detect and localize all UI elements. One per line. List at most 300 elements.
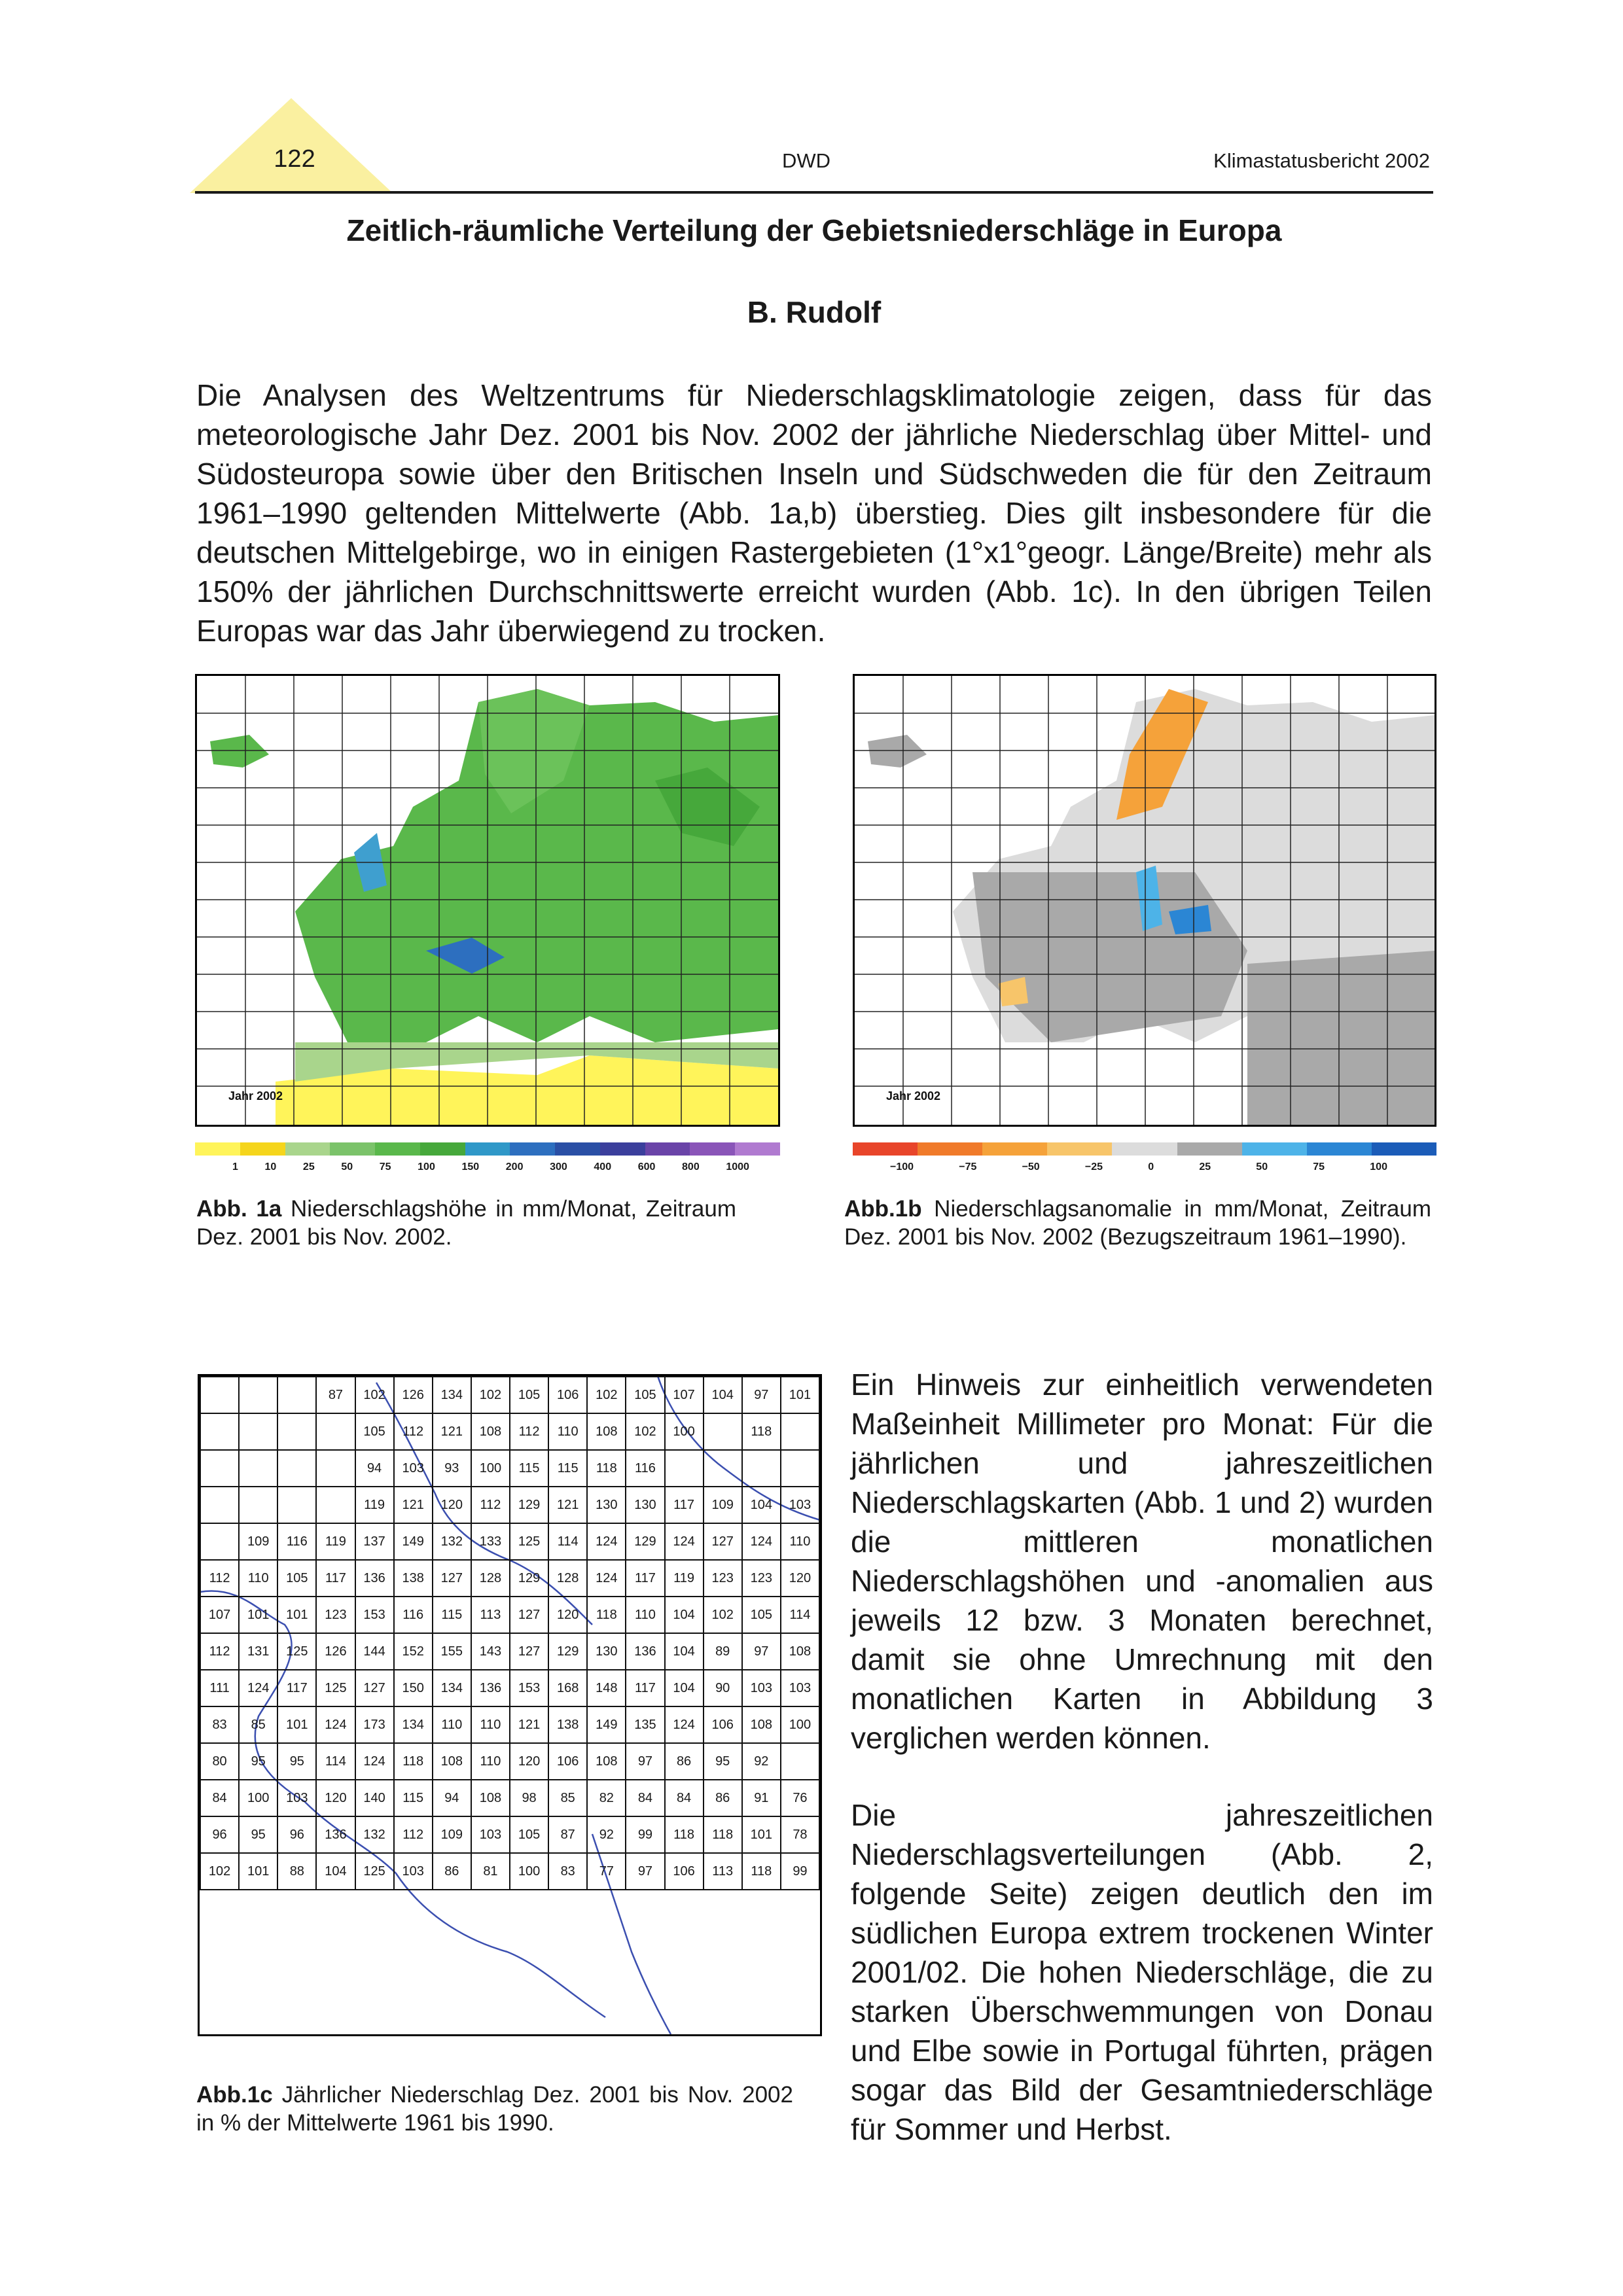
grid-cell: 125 bbox=[510, 1523, 548, 1560]
grid-cell: 100 bbox=[239, 1780, 277, 1816]
grid-cell bbox=[316, 1450, 355, 1487]
grid-cell: 155 bbox=[433, 1633, 471, 1670]
grid-cell: 149 bbox=[587, 1706, 626, 1743]
percentage-grid bbox=[200, 1376, 820, 1890]
scale-swatch bbox=[510, 1142, 555, 1156]
scale-swatch bbox=[285, 1142, 330, 1156]
grid-cell: 133 bbox=[471, 1523, 510, 1560]
scale-tick-label: 25 bbox=[302, 1161, 315, 1173]
grid-cell: 107 bbox=[200, 1597, 239, 1633]
grid-cell: 81 bbox=[471, 1853, 510, 1890]
grid-cell: 96 bbox=[277, 1816, 316, 1853]
grid-cell: 86 bbox=[704, 1780, 742, 1816]
grid-row bbox=[200, 1560, 819, 1597]
grid-cell: 110 bbox=[471, 1706, 510, 1743]
grid-cell bbox=[200, 1487, 239, 1523]
grid-cell: 134 bbox=[433, 1670, 471, 1706]
grid-row bbox=[200, 1413, 819, 1450]
anomaly-map-1b bbox=[853, 674, 1436, 1127]
grid-cell: 105 bbox=[355, 1413, 394, 1450]
grid-cell: 84 bbox=[626, 1780, 664, 1816]
grid-cell: 102 bbox=[626, 1413, 664, 1450]
grid-cell: 111 bbox=[200, 1670, 239, 1706]
grid-cell: 168 bbox=[548, 1670, 587, 1706]
grid-cell: 102 bbox=[200, 1853, 239, 1890]
scale-tick-label: 75 bbox=[1313, 1161, 1325, 1173]
grid-cell: 86 bbox=[665, 1743, 704, 1780]
scale-swatch bbox=[1047, 1142, 1112, 1156]
grid-cell: 103 bbox=[394, 1853, 433, 1890]
grid-cell: 118 bbox=[742, 1413, 781, 1450]
grid-row bbox=[200, 1670, 819, 1706]
grid-cell: 82 bbox=[587, 1780, 626, 1816]
grid-cell: 77 bbox=[587, 1853, 626, 1890]
grid-cell: 103 bbox=[781, 1487, 819, 1523]
grid-cell: 113 bbox=[471, 1597, 510, 1633]
grid-cell: 119 bbox=[355, 1487, 394, 1523]
grid-cell: 110 bbox=[626, 1597, 664, 1633]
anomaly-color-scale bbox=[853, 1142, 1436, 1156]
scale-swatch bbox=[690, 1142, 735, 1156]
grid-cell: 100 bbox=[471, 1450, 510, 1487]
grid-cell: 123 bbox=[704, 1560, 742, 1597]
scale-tick-label: 400 bbox=[594, 1161, 612, 1173]
scale-swatch bbox=[600, 1142, 645, 1156]
grid-cell: 80 bbox=[200, 1743, 239, 1780]
scale-swatch bbox=[645, 1142, 690, 1156]
grid-cell: 89 bbox=[704, 1633, 742, 1670]
grid-cell: 100 bbox=[781, 1706, 819, 1743]
grid-cell: 123 bbox=[316, 1597, 355, 1633]
scale-swatch bbox=[465, 1142, 510, 1156]
grid-cell: 129 bbox=[626, 1523, 664, 1560]
grid-cell: 109 bbox=[239, 1523, 277, 1560]
grid-cell: 85 bbox=[548, 1780, 587, 1816]
grid-cell: 84 bbox=[200, 1780, 239, 1816]
scale-swatch bbox=[1307, 1142, 1372, 1156]
grid-cell bbox=[277, 1377, 316, 1413]
grid-cell: 110 bbox=[433, 1706, 471, 1743]
grid-cell bbox=[781, 1450, 819, 1487]
grid-cell: 123 bbox=[742, 1560, 781, 1597]
grid-cell: 136 bbox=[471, 1670, 510, 1706]
grid-cell: 112 bbox=[394, 1413, 433, 1450]
grid-cell: 108 bbox=[781, 1633, 819, 1670]
scale-tick-label: 1000 bbox=[726, 1161, 749, 1173]
grid-cell bbox=[704, 1413, 742, 1450]
grid-row bbox=[200, 1450, 819, 1487]
grid-row bbox=[200, 1816, 819, 1853]
grid-cell: 115 bbox=[394, 1780, 433, 1816]
grid-row bbox=[200, 1487, 819, 1523]
page-number: 122 bbox=[274, 145, 315, 173]
grid-cell bbox=[200, 1523, 239, 1560]
grid-cell: 117 bbox=[665, 1487, 704, 1523]
grid-cell: 87 bbox=[548, 1816, 587, 1853]
figure-1b-caption-label: Abb.1b bbox=[844, 1196, 922, 1222]
scale-swatch bbox=[555, 1142, 600, 1156]
grid-cell: 104 bbox=[742, 1487, 781, 1523]
grid-cell: 121 bbox=[433, 1413, 471, 1450]
grid-cell: 136 bbox=[626, 1633, 664, 1670]
scale-tick-label: 300 bbox=[550, 1161, 567, 1173]
grid-cell: 121 bbox=[394, 1487, 433, 1523]
grid-cell bbox=[742, 1450, 781, 1487]
scale-tick-label: 75 bbox=[379, 1161, 391, 1173]
grid-cell: 127 bbox=[510, 1597, 548, 1633]
map-year-label: Jahr 2002 bbox=[228, 1089, 283, 1103]
grid-cell: 124 bbox=[742, 1523, 781, 1560]
grid-cell: 128 bbox=[548, 1560, 587, 1597]
grid-cell: 134 bbox=[394, 1706, 433, 1743]
grid-cell: 108 bbox=[471, 1780, 510, 1816]
grid-row bbox=[200, 1706, 819, 1743]
grid-cell: 120 bbox=[433, 1487, 471, 1523]
scale-tick-label: 100 bbox=[418, 1161, 435, 1173]
grid-cell: 116 bbox=[277, 1523, 316, 1560]
grid-cell: 127 bbox=[510, 1633, 548, 1670]
grid-cell: 112 bbox=[510, 1413, 548, 1450]
grid-cell: 112 bbox=[200, 1560, 239, 1597]
grid-cell: 100 bbox=[510, 1853, 548, 1890]
grid-cell: 121 bbox=[548, 1487, 587, 1523]
grid-cell: 127 bbox=[704, 1523, 742, 1560]
grid-cell: 109 bbox=[433, 1816, 471, 1853]
figure-1a-caption-text: Niederschlagshöhe in mm/Monat, Zeitraum Dez. 2001 bis Nov. 2002. bbox=[196, 1196, 736, 1250]
grid-cell: 130 bbox=[587, 1487, 626, 1523]
scale-swatch bbox=[1372, 1142, 1436, 1156]
grid-cell bbox=[239, 1377, 277, 1413]
scale-swatch bbox=[1177, 1142, 1242, 1156]
scale-tick-label: 25 bbox=[1199, 1161, 1211, 1173]
grid-cell: 97 bbox=[626, 1743, 664, 1780]
scale-tick-label: −25 bbox=[1084, 1161, 1103, 1173]
grid-cell: 96 bbox=[200, 1816, 239, 1853]
grid-cell: 125 bbox=[277, 1633, 316, 1670]
grid-cell: 112 bbox=[471, 1487, 510, 1523]
grid-cell: 114 bbox=[781, 1597, 819, 1633]
grid-cell: 105 bbox=[510, 1377, 548, 1413]
grid-cell: 101 bbox=[742, 1816, 781, 1853]
grid-cell: 117 bbox=[626, 1560, 664, 1597]
grid-cell: 90 bbox=[704, 1670, 742, 1706]
grid-cell: 98 bbox=[510, 1780, 548, 1816]
header-rule bbox=[195, 191, 1433, 194]
grid-cell: 110 bbox=[548, 1413, 587, 1450]
grid-cell bbox=[316, 1413, 355, 1450]
grid-cell: 114 bbox=[316, 1743, 355, 1780]
grid-cell: 129 bbox=[510, 1487, 548, 1523]
scale-swatch bbox=[918, 1142, 982, 1156]
grid-cell: 109 bbox=[704, 1487, 742, 1523]
grid-cell: 119 bbox=[665, 1560, 704, 1597]
grid-cell: 113 bbox=[704, 1853, 742, 1890]
grid-cell: 83 bbox=[200, 1706, 239, 1743]
grid-cell: 118 bbox=[665, 1816, 704, 1853]
scale-tick-label: 100 bbox=[1370, 1161, 1387, 1173]
grid-row bbox=[200, 1597, 819, 1633]
grid-cell: 105 bbox=[742, 1597, 781, 1633]
map-year-label: Jahr 2002 bbox=[886, 1089, 941, 1103]
precipitation-map-1a bbox=[195, 674, 780, 1127]
grid-row bbox=[200, 1853, 819, 1890]
grid-cell: 110 bbox=[239, 1560, 277, 1597]
scale-swatch bbox=[375, 1142, 420, 1156]
grid-cell: 116 bbox=[626, 1450, 664, 1487]
grid-cell: 110 bbox=[471, 1743, 510, 1780]
grid-cell: 101 bbox=[277, 1597, 316, 1633]
grid-cell: 105 bbox=[626, 1377, 664, 1413]
grid-cell: 130 bbox=[587, 1633, 626, 1670]
precipitation-scale-ticks bbox=[232, 1161, 749, 1173]
grid-cell: 101 bbox=[239, 1597, 277, 1633]
seasonal-paragraph: Die jahreszeitlichen Niederschlagsverteilungen (Abb. 2, folgende Seite) zeigen deutlich den im südlichen Europa extrem trockenen Winter 2001/02. Die hohen Niederschläge, die zu starken Überschwemmungen von Donau und Elbe sowie in Portugal führten, prägen sogar das Bild der Gesamtniederschläge für Sommer und Herbst. bbox=[851, 1798, 1433, 2146]
article-author: B. Rudolf bbox=[747, 295, 882, 329]
grid-cell: 91 bbox=[742, 1780, 781, 1816]
scale-tick-label: −75 bbox=[959, 1161, 977, 1173]
grid-cell: 118 bbox=[704, 1816, 742, 1853]
grid-cell: 144 bbox=[355, 1633, 394, 1670]
scale-swatch bbox=[240, 1142, 285, 1156]
grid-cell: 124 bbox=[355, 1743, 394, 1780]
grid-cell: 115 bbox=[548, 1450, 587, 1487]
grid-cell: 95 bbox=[239, 1743, 277, 1780]
grid-cell: 127 bbox=[433, 1560, 471, 1597]
grid-cell: 92 bbox=[587, 1816, 626, 1853]
grid-cell: 149 bbox=[394, 1523, 433, 1560]
grid-cell: 152 bbox=[394, 1633, 433, 1670]
grid-cell: 104 bbox=[665, 1670, 704, 1706]
grid-cell: 105 bbox=[510, 1816, 548, 1853]
grid-cell bbox=[200, 1450, 239, 1487]
grid-cell: 99 bbox=[781, 1853, 819, 1890]
grid-cell: 102 bbox=[355, 1377, 394, 1413]
grid-cell: 126 bbox=[316, 1633, 355, 1670]
scale-swatch bbox=[195, 1142, 240, 1156]
grid-cell: 83 bbox=[548, 1853, 587, 1890]
scale-tick-label: 800 bbox=[682, 1161, 700, 1173]
grid-cell: 137 bbox=[355, 1523, 394, 1560]
grid-cell: 143 bbox=[471, 1633, 510, 1670]
scale-tick-label: 0 bbox=[1148, 1161, 1154, 1173]
grid-cell: 108 bbox=[742, 1706, 781, 1743]
grid-cell bbox=[239, 1413, 277, 1450]
grid-cell: 101 bbox=[239, 1853, 277, 1890]
grid-cell: 95 bbox=[704, 1743, 742, 1780]
grid-cell: 76 bbox=[781, 1780, 819, 1816]
grid-cell bbox=[781, 1743, 819, 1780]
grid-cell: 127 bbox=[355, 1670, 394, 1706]
grid-cell: 104 bbox=[665, 1633, 704, 1670]
grid-cell: 85 bbox=[239, 1706, 277, 1743]
grid-cell: 120 bbox=[781, 1560, 819, 1597]
grid-row bbox=[200, 1523, 819, 1560]
grid-cell: 106 bbox=[548, 1743, 587, 1780]
grid-cell: 117 bbox=[277, 1670, 316, 1706]
grid-cell: 118 bbox=[587, 1450, 626, 1487]
grid-cell: 102 bbox=[471, 1377, 510, 1413]
grid-cell: 129 bbox=[548, 1633, 587, 1670]
anomaly-map-drawing bbox=[855, 676, 1435, 1125]
grid-cell bbox=[277, 1450, 316, 1487]
intro-paragraph: Die Analysen des Weltzentrums für Niederschlagsklimatologie zeigen, dass für das meteorologische Jahr Dez. 2001 bis Nov. 2002 der jährliche Niederschlag über Mittel- und Südosteuropa sowie über den Britischen Inseln und Südschweden die für den Zeitraum 1961–1990 geltenden Mittelwerte (Abb. 1a,b) überstieg. Dies gilt insbesondere für die deutschen Mittelgebirge, wo in einigen Rastergebieten (1°x1°geogr. Länge/Breite) mehr als 150% der jährlichen Durchschnittswerte erreicht wurden (Abb. 1c). In den übrigen Teilen Europas war das Jahr überwiegend zu trocken. bbox=[196, 378, 1432, 648]
figure-1c-caption-text: Jährlicher Niederschlag Dez. 2001 bis Nov. 2002 in % der Mittelwerte 1961 bis 1990. bbox=[196, 2082, 793, 2136]
grid-cell: 129 bbox=[510, 1560, 548, 1597]
grid-cell: 121 bbox=[510, 1706, 548, 1743]
grid-cell: 101 bbox=[277, 1706, 316, 1743]
grid-cell: 93 bbox=[433, 1450, 471, 1487]
grid-row bbox=[200, 1743, 819, 1780]
grid-cell: 97 bbox=[742, 1377, 781, 1413]
anomaly-scale-ticks bbox=[890, 1161, 1387, 1173]
grid-cell: 132 bbox=[355, 1816, 394, 1853]
grid-cell: 87 bbox=[316, 1377, 355, 1413]
grid-cell bbox=[316, 1487, 355, 1523]
grid-cell: 124 bbox=[316, 1706, 355, 1743]
scale-tick-label: −100 bbox=[890, 1161, 914, 1173]
scale-swatch bbox=[420, 1142, 465, 1156]
grid-cell: 117 bbox=[626, 1670, 664, 1706]
grid-cell bbox=[781, 1413, 819, 1450]
grid-cell: 120 bbox=[510, 1743, 548, 1780]
grid-cell: 95 bbox=[239, 1816, 277, 1853]
figure-1c-caption-label: Abb.1c bbox=[196, 2082, 273, 2108]
grid-cell: 103 bbox=[277, 1780, 316, 1816]
grid-cell: 132 bbox=[433, 1523, 471, 1560]
grid-cell: 124 bbox=[665, 1706, 704, 1743]
grid-cell: 117 bbox=[316, 1560, 355, 1597]
grid-cell: 118 bbox=[742, 1853, 781, 1890]
scale-swatch bbox=[735, 1142, 780, 1156]
grid-cell: 106 bbox=[665, 1853, 704, 1890]
scale-tick-label: 200 bbox=[505, 1161, 524, 1173]
scale-tick-label: 50 bbox=[341, 1161, 353, 1173]
figure-1a-caption bbox=[196, 1195, 736, 1251]
grid-cell: 126 bbox=[394, 1377, 433, 1413]
grid-cell bbox=[277, 1413, 316, 1450]
grid-cell: 84 bbox=[665, 1780, 704, 1816]
header-report-title: Klimastatusbericht 2002 bbox=[1213, 149, 1430, 172]
scale-tick-label: 50 bbox=[1256, 1161, 1268, 1173]
grid-cell: 115 bbox=[433, 1597, 471, 1633]
grid-cell: 108 bbox=[587, 1743, 626, 1780]
grid-cell: 99 bbox=[626, 1816, 664, 1853]
grid-cell bbox=[239, 1450, 277, 1487]
grid-cell bbox=[665, 1450, 704, 1487]
grid-cell bbox=[277, 1487, 316, 1523]
scale-swatch bbox=[1112, 1142, 1177, 1156]
grid-cell: 124 bbox=[587, 1523, 626, 1560]
grid-cell: 104 bbox=[704, 1377, 742, 1413]
grid-cell: 103 bbox=[471, 1816, 510, 1853]
grid-cell: 138 bbox=[394, 1560, 433, 1597]
grid-cell: 86 bbox=[433, 1853, 471, 1890]
grid-cell: 136 bbox=[316, 1816, 355, 1853]
grid-cell: 136 bbox=[355, 1560, 394, 1597]
grid-cell: 114 bbox=[548, 1523, 587, 1560]
figure-1b-caption-text: Niederschlagsanomalie in mm/Monat, Zeitraum Dez. 2001 bis Nov. 2002 (Bezugszeitraum 1961–1990). bbox=[844, 1196, 1431, 1250]
grid-cell: 124 bbox=[239, 1670, 277, 1706]
grid-cell: 95 bbox=[277, 1743, 316, 1780]
grid-cell: 118 bbox=[394, 1743, 433, 1780]
grid-cell: 100 bbox=[665, 1413, 704, 1450]
grid-cell: 120 bbox=[316, 1780, 355, 1816]
header-publisher: DWD bbox=[782, 149, 831, 172]
unit-note-paragraph: Ein Hinweis zur einheitlich verwendeten Maßeinheit Millimeter pro Monat: Für die jährlichen und jahreszeitlichen Niederschlagskarten (Abb. 1 und 2) wurden die mittleren monatlichen Niederschlagshöhen und -anomalien aus jeweils 12 bzw. 3 Monaten berechnet, damit sie ohne Umrechnung mit den monatlichen Karten in Abbildung 3 verglichen werden können. bbox=[851, 1368, 1433, 1755]
grid-cell: 150 bbox=[394, 1670, 433, 1706]
grid-cell: 116 bbox=[394, 1597, 433, 1633]
grid-cell: 173 bbox=[355, 1706, 394, 1743]
figure-1b-caption bbox=[844, 1195, 1431, 1251]
grid-cell bbox=[200, 1377, 239, 1413]
scale-tick-label: 1 bbox=[232, 1161, 238, 1173]
figure-1a-caption-label: Abb. 1a bbox=[196, 1196, 282, 1222]
grid-cell: 88 bbox=[277, 1853, 316, 1890]
grid-cell: 125 bbox=[355, 1853, 394, 1890]
grid-row bbox=[200, 1780, 819, 1816]
grid-cell bbox=[239, 1487, 277, 1523]
grid-cell: 103 bbox=[742, 1670, 781, 1706]
grid-cell: 124 bbox=[665, 1523, 704, 1560]
grid-cell: 106 bbox=[548, 1377, 587, 1413]
grid-cell: 103 bbox=[781, 1670, 819, 1706]
scale-swatch bbox=[1242, 1142, 1307, 1156]
percentage-grid-map-1c bbox=[198, 1374, 822, 2036]
grid-cell: 104 bbox=[316, 1853, 355, 1890]
scale-swatch bbox=[982, 1142, 1047, 1156]
grid-cell bbox=[200, 1413, 239, 1450]
grid-cell: 134 bbox=[433, 1377, 471, 1413]
scale-tick-label: 150 bbox=[461, 1161, 480, 1173]
grid-cell: 131 bbox=[239, 1633, 277, 1670]
grid-cell: 128 bbox=[471, 1560, 510, 1597]
grid-cell: 124 bbox=[587, 1560, 626, 1597]
grid-cell: 130 bbox=[626, 1487, 664, 1523]
grid-cell: 94 bbox=[355, 1450, 394, 1487]
scale-swatch bbox=[853, 1142, 918, 1156]
grid-cell: 102 bbox=[704, 1597, 742, 1633]
scale-tick-label: −50 bbox=[1022, 1161, 1040, 1173]
grid-cell: 135 bbox=[626, 1706, 664, 1743]
grid-cell: 125 bbox=[316, 1670, 355, 1706]
grid-cell: 118 bbox=[587, 1597, 626, 1633]
precipitation-map-drawing bbox=[197, 676, 778, 1125]
grid-cell: 102 bbox=[587, 1377, 626, 1413]
grid-cell: 119 bbox=[316, 1523, 355, 1560]
scale-swatch bbox=[330, 1142, 375, 1156]
scale-tick-label: 10 bbox=[264, 1161, 277, 1173]
figure-1c-caption bbox=[196, 2081, 793, 2137]
scale-tick-label: 600 bbox=[637, 1161, 656, 1173]
grid-cell bbox=[704, 1450, 742, 1487]
grid-cell: 103 bbox=[394, 1450, 433, 1487]
grid-cell: 153 bbox=[510, 1670, 548, 1706]
grid-row bbox=[200, 1633, 819, 1670]
grid-cell: 153 bbox=[355, 1597, 394, 1633]
grid-cell: 107 bbox=[665, 1377, 704, 1413]
grid-cell: 78 bbox=[781, 1816, 819, 1853]
grid-cell: 120 bbox=[548, 1597, 587, 1633]
grid-cell: 101 bbox=[781, 1377, 819, 1413]
grid-cell: 112 bbox=[394, 1816, 433, 1853]
grid-cell: 108 bbox=[433, 1743, 471, 1780]
grid-cell: 97 bbox=[742, 1633, 781, 1670]
grid-cell: 115 bbox=[510, 1450, 548, 1487]
grid-cell: 108 bbox=[471, 1413, 510, 1450]
grid-cell: 108 bbox=[587, 1413, 626, 1450]
grid-cell: 92 bbox=[742, 1743, 781, 1780]
grid-cell: 110 bbox=[781, 1523, 819, 1560]
